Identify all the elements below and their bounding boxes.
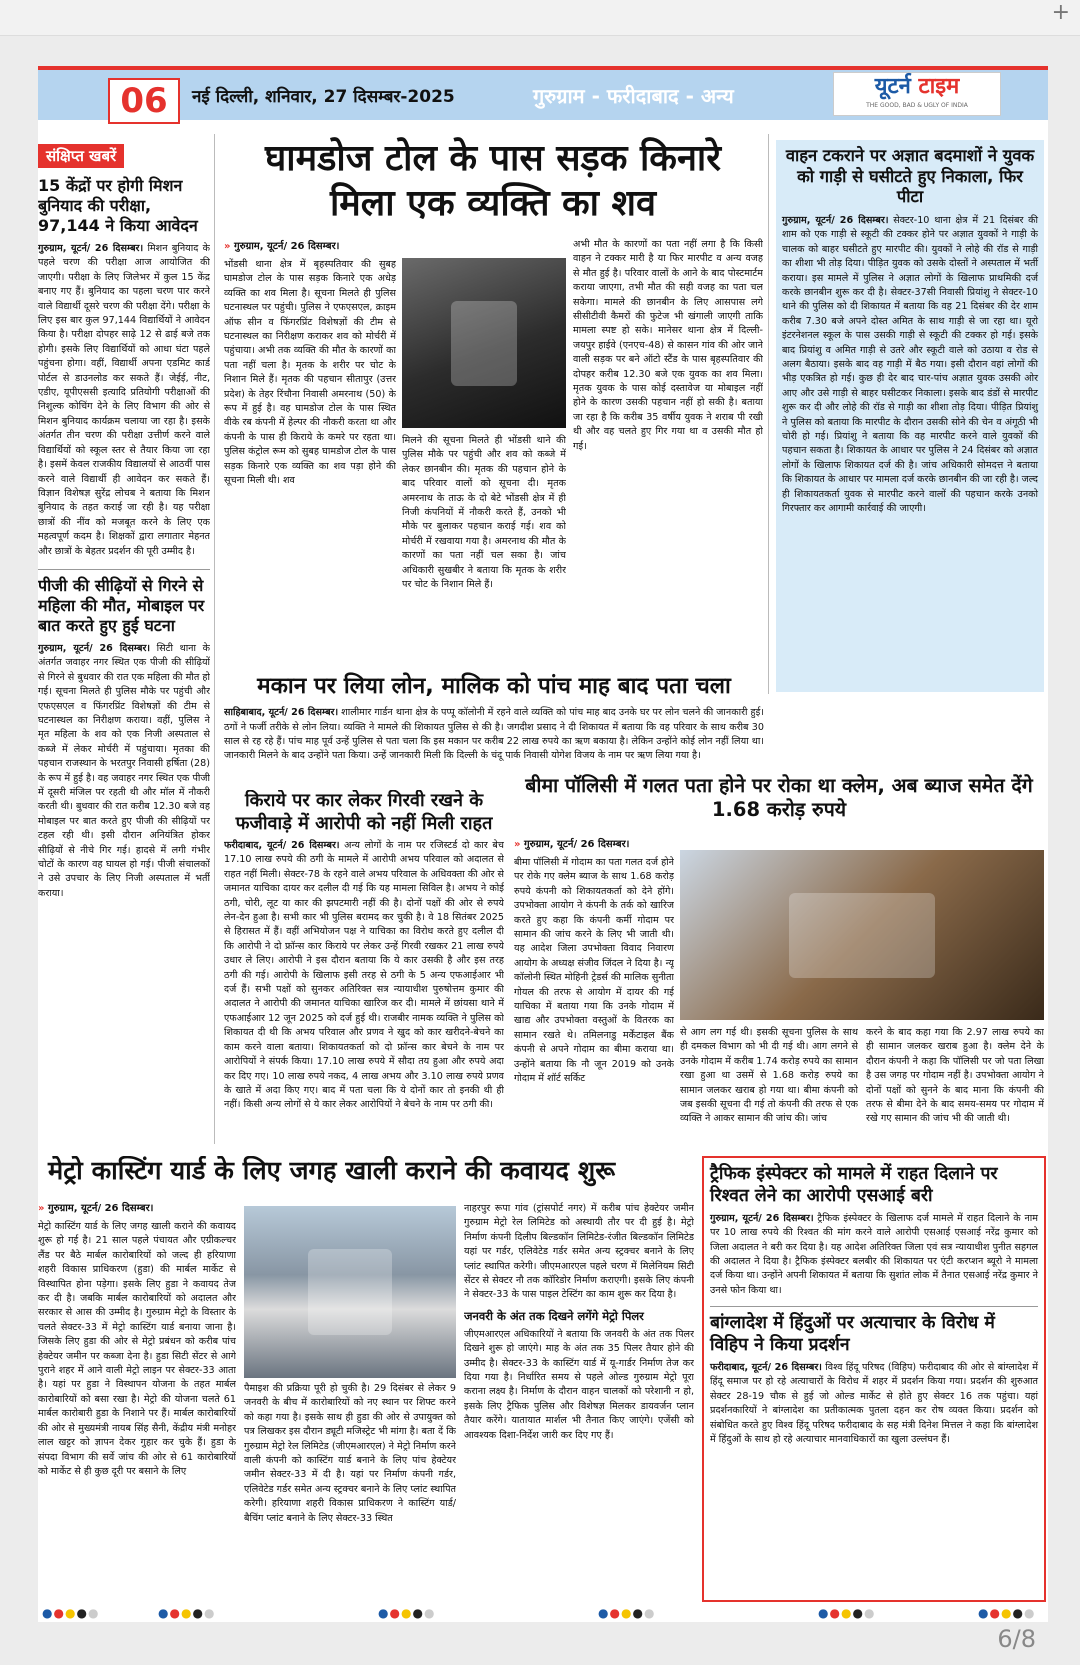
metro-body-2: पैमाइश की प्रक्रिया पूरी हो चुकी है। 29 दिसंबर से लेकर 9 जनवरी के बीच में कारोबारियों को नए स्थान पर शिफ्ट करने को कहा गया है। इसके साथ ही हुडा की ओर से उपायुक्त को पत्र लिखकर इस दौरान ड्यूटी मजिस्ट्रेट भी मांगा है। बता दें कि गुरुग्राम मेट्रो रेल लिमिटेड (जीएमआरएल) ने मेट्रो निर्माण करने वाली कंपनी को कास्टिंग यार्ड बनाने के लिए पांच हेक्टेयर जमीन सेक्टर-33 में दी है। यहां पर निर्माण कंपनी गर्डर, एलिवेटेड गर्डर समेत अन्य स्ट्रक्चर बनाने के लिए प्लांट स्थापित करेगी। हरियाणा शहरी विकास प्राधिकरण ने कास्टिंग यार्ड/ बैचिंग प्लांट बनाने के लिए सेक्टर-33 स्थित (244, 1383, 456, 1524)
main-headline: घामडोज टोल के पास सड़क किनारे मिला एक व्यक्ति का शव (265, 138, 721, 224)
car-dateline: फरीदाबाद, यूटर्न/ 26 दिसम्बर। (224, 840, 340, 851)
insurance-dateline: गुरुग्राम, यूटर्न/ 26 दिसम्बर। (523, 839, 630, 850)
car-story (224, 790, 504, 1150)
loan-text: शालीमार गार्डन थाना क्षेत्र के पप्पू कॉलोनी में रहने वाले व्यक्ति को पांच माह बाद उनके घर पर लोन चलने की जानकारी हुई। ठगों ने फर्जी तरीके से लोन लिया। व्यक्ति ने मामले की शिकायत पुलिस से की है। जगदीश प्रसाद ने दी शिकायत में बताया कि वह परिवार के साथ करीब 30 साल से रह रहे हैं। पांच माह पूर्व उन्हें पुलिस से पता चला कि इस मकान पर करीब 22 लाख रुपये का ऋण बकाया है। लेकिन उन्होंने कोई लोन नहीं लिया था। जानकारी मिलने के बाद उन्होंने पता किया। उन्हें जानकारी मिली कि दिल्ली के चंदू पार्क निवासी योगेश विजय के नाम पर ऋण लिया गया है। (224, 707, 764, 762)
insurance-body-3: करने के बाद कहा गया कि 2.97 लाख रुपये का ही सामान जलकर खराब हुआ है। क्लेम देने के दौरान कंपनी ने कहा कि पॉलिसी पर जो पता लिखा है उस जगह पर गोदाम नहीं है। उपभोक्ता आयोग ने दोनों पक्षों को सुनने के बाद माना कि कंपनी की तरफ से बीमा देने के बाद समय-समय पर गोदाम में रखे गए सामान की जांच भी की जाती थी। (866, 1027, 1044, 1125)
car-body (224, 839, 504, 1113)
metro-body-3: नाहरपुर रूपा गांव (ट्रांसपोर्ट नगर) में करीब पांच हेक्टेयर जमीन गुरुग्राम मेट्रो रेल लिमिटेड को अस्थायी तौर पर दी हुई है। मेट्रो निर्माण कंपनी दिलीप बिल्डकॉन लिमिटेड-रंजीत बिल्डकॉन लिमिटेड यहां पर गर्डर, एलिवेटेड गर्डर समेत अन्य स्ट्रक्चर बनाने के लिए प्लांट स्थापित करेगी। जीएमआरएल पहले चरण में मिलेनियम सिटी सेंटर से सेक्टर नौ तक कॉरिडोर निर्माण कराएगी। इसके लिए कंपनी ने सेक्टर-33 के पास पाइल टेस्टिंग का काम शुरू कर दिया है। (464, 1203, 694, 1301)
court-gavel-photo (680, 850, 1044, 1020)
registration-marks: ●●●●● (978, 1606, 1036, 1620)
metro-body-1: मेट्रो कास्टिंग यार्ड के लिए जगह खाली कराने की कवायद शुरू हो गई है। 21 साल पहले पंचायत और एग्रीकल्चर लैंड पर बैठे मार्बल कारोबारियों को जल्द ही हरियाणा शहरी विकास प्राधिकरण (हुडा) की मार्बल मार्केट से विस्थापित होना पड़ेगा। इसके लिए हुडा ने कवायद तेज कर दी है। जबकि मार्बल कारोबारियों को अदालत और सरकार से आस की उम्मीद है। गुरुग्राम मेट्रो के विस्तार के चलते सेक्टर-33 में मेट्रो कास्टिंग यार्ड बनाया जाना है। जिसके लिए हुडा की ओर से मेट्रो प्रबंधन को करीब पांच हेक्टेयर जमीन पर कब्जा देना है। हुडा सिटी सेंटर से आगे पुराने शहर में आने वाली मेट्रो लाइन पर सेक्टर-33 आता है। यहां पर हुडा ने विस्थापन योजना के तहत मार्बल कारोबारियों को बसा रखा है। मेट्रो की योजना चलते 61 मार्बल कारोबारी हुडा के निशाने पर हैं। मार्बल कारोबारियों की ओर से मुख्यमंत्री नायब सिंह सैनी, केंद्रीय मंत्री मनोहर लाल खट्टर को ज्ञापन देकर गुहार कर चुके हैं। हुडा के संपदा विभाग की सर्वे जांच की ओर से 61 कारोबारियों को मार्केट से ही कुछ दूरी पर बसाने के लिए (38, 1221, 236, 1477)
traffic-text: ट्रैफिक इंस्पेक्टर के खिलाफ दर्ज मामले में राहत दिलाने के नाम पर 10 लाख रुपये की रिश्वत की मांग करने वाले आरोपी एसआई एसआई नरेंद्र कुमार को जिला अदालत ने बरी कर दिया है। यह आदेश अतिरिक्त जिला एवं सत्र न्यायाधीश पुनीत सहगल की अदालत ने दिया है। ट्रैफिक इंस्पेक्टर बलबीर की शिकायत पर एंटी करप्शन ब्यूरो ने मामला दर्ज किया था। उन्होंने अपनी शिकायत में बताया कि सुशांत लोक में तैनात एसआई नरेंद्र कुमार ने उनसे फोन किया था। (710, 1212, 1038, 1296)
bangladesh-text: विश्व हिंदू परिषद (विहिप) फरीदाबाद की ओर से बांग्लादेश में हिंदू समाज पर हो रहे अत्याचारों के विरोध में शहर में प्रदर्शन किया गया। प्रदर्शन की शुरुआत सेक्टर 28-19 चौक से हुई जो ओल्ड मार्केट से होते हुए सेक्टर 16 तक पहुंचा। यहां प्रदर्शनकारियों ने बांग्लादेश का प्रतीकात्मक पुतला दहन कर रोष व्यक्त किया। प्रदर्शन को संबोधित करते हुए विश्व हिंदू परिषद फरीदाबाद के सह मंत्री दिनेश मित्तल ने कहा कि बांग्लादेश में हिंदुओं के साथ हो रहे अत्याचार मानवाधिकारों का खुला उल्लंघन हैं। (710, 1361, 1038, 1445)
assault-dateline: गुरुग्राम, यूटर्न/ 26 दिसम्बर। (782, 214, 889, 226)
brief-1-body (38, 242, 210, 559)
logo-part-b: टाइम (918, 74, 960, 99)
loan-story (224, 672, 764, 782)
insurance-body-1: बीमा पॉलिसी में गोदाम का पता गलत दर्ज होने पर रोके गए क्लेम ब्याज के साथ 1.68 करोड़ रुपये कंपनी को शिकायतकर्ता को देने होंगे। उपभोक्ता आयोग ने कंपनी के तर्क को खारिज करते हुए कहा कि कंपनी कर्मी गोदाम पर सामान की जांच करने के लिए भी जाती थी। यह आदेश जिला उपभोक्ता विवाद निवारण आयोग के अध्यक्ष संजीव जिंदल ने दिया है। न्यू कॉलोनी स्थित मोहिनी ट्रेडर्स की मालिक सुनीता गोयल की तरफ से आयोग में दायर की गई याचिका में बताया गया कि उनके गोदाम में खाद्य और उपभोक्ता वस्तुओं के वितरक का सामान रखते थे। तमिलनाडु मर्केंटाइल बैंक कंपनी से अपने गोदाम का बीमा कराया था। उन्होंने बताया कि नौ जून 2019 को उनके गोदाम में शॉर्ट सर्किट (514, 857, 674, 1085)
brief-1-headline: 15 केंद्रों पर होगी मिशन बुनियाद की परीक्षा, 97,144 ने किया आवेदन (38, 176, 198, 235)
page-number: 06 (108, 78, 180, 124)
bangladesh-dateline: फरीदाबाद, यूटर्न/ 26 दिसम्बर। (710, 1361, 822, 1373)
insurance-headline: बीमा पॉलिसी में गलत पता होने पर रोका था क्लेम, अब ब्याज समेत देंगे 1.68 करोड़ रुपये (525, 774, 1033, 822)
brief-2-text: सिटी थाना के अंतर्गत जवाहर नगर स्थित एक पीजी की सीढ़ियों से गिरने से बुधवार की रात एक महिला की मौत हो गई। सूचना मिलते ही पुलिस मौके पर पहुंची और एफएसएल व फिंगरप्रिंट विशेषज्ञों की टीम से घटनास्थल का निरीक्षण कराया। वहीं, पुलिस ने मृत महिला के शव को एक निजी अस्पताल से कब्जे में लेकर मोर्चरी में पहुंचाया। मृतका की पहचान राजस्थान के भरतपुर निवासी हर्षिता (28) के रूप में हुई है। वह जवाहर नगर स्थित एक पीजी में दूसरी मंजिल पर रहती थी और मॉल में नौकरी करती थी। बुधवार की रात करीब 12.30 बजे वह मोबाइल पर बात करते हुए पीजी की सीढ़ियों पर टहल रही थी। इसी दौरान अनियंत्रित होकर सीढ़ियों से नीचे गिर गई। हादसे में लगी गंभीर चोटों के कारण वह घायल हो गई। पीजी संचालकों ने उसे उपचार के लिए निजी अस्पताल में भर्ती कराया। (38, 642, 210, 899)
browser-top-bar (0, 0, 1080, 36)
metro-col-2 (244, 1382, 456, 1606)
assault-story-box (776, 140, 1044, 692)
date-line: नई दिल्ली, शनिवार, 27 दिसम्बर-2025 (192, 87, 455, 107)
loan-headline: मकान पर लिया लोन, मालिक को पांच माह बाद पता चला (257, 673, 731, 699)
column-rule (768, 134, 769, 694)
newspaper-page (38, 66, 1048, 1622)
metro-dateline: गुरुग्राम, यूटर्न/ 26 दिसम्बर। (47, 1203, 154, 1214)
brief-news-column (38, 144, 210, 1144)
metro-byline: » गुरुग्राम, यूटर्न/ 26 दिसम्बर। (38, 1203, 154, 1214)
car-headline: किराये पर कार लेकर गिरवी रखने के फजीवाड़े में आरोपी को नहीं मिली राहत (235, 790, 493, 834)
loan-dateline: साहिबाबाद, यूटर्न/ 26 दिसम्बर। (224, 707, 339, 719)
metro-subheading: जनवरी के अंत तक दिखने लगेंगे मेट्रो पिलर (464, 1308, 644, 1323)
car-text: अन्य लोगों के नाम पर रजिस्टर्ड दो कार बेच 17.10 लाख रुपये की ठगी के मामले में आरोपी अभय परिवाल को अदालत से राहत नहीं मिली। सेक्टर-78 के रहने वाले अभय परिवाल के अधिवक्ता की ओर से जमानत याचिका दायर कर दलील दी गई कि यह मामला सिविल है। अभय ने कोई ठगी, चोरी, लूट या कार की झपटमारी नहीं की है। दोनों पक्षों की ओर से रुपये लेन-देन हुआ है। सभी कार भी पुलिस बरामद कर चुकी है। वे 18 सितंबर 2025 से हिरासत में हैं। वहीं अभियोजन पक्ष ने याचिका का विरोध करते हुए दलील दी कि आरोपी ने दो फ्रॉन्स कार किराये पर लेकर उन्हें गिरवी रखकर 21 लाख रुपये उधार ले लिए। आरोपी ने इस दौरान बताया कि ये कार उसकी है और इस तरह ठगी की गई। आरोपी के खिलाफ इसी तरह से ठगी के 5 अन्य एफआईआर भी दर्ज हैं। सभी पक्षों को सुनकर अतिरिक्त सत्र न्यायाधीश पुरुषोत्तम कुमार की अदालत ने आरोपी की जमानत याचिका खारिज कर दी। मामले में छांयसा थाने में एफआईआर 12 जून 2025 को दर्ज हुई थी। राजबीर नामक व्यक्ति ने पुलिस को शिकायत दी थी कि अभय परिवाल और प्रणव ने खुद को कार खरीदने-बेचने का काम करने वाला बताया। शिकायतकर्ता को दो फ्रॉन्स कार बेचने के नाम पर आरोपियों ने संपर्क किया। 17.10 लाख रुपये में सौदा तय हुआ और रुपये अदा कर दिए गए। 10 लाख रुपये नकद, 4 लाख अभय और 3.10 लाख रुपये प्रणव के खाते में अदा किए गए। बाद में पता चला कि ये दोनों कार तो इनकी थी ही नहीं। किसी अन्य लोगों से ये कार लेकर आरोपियों ने बेचने के नाम पर ठगी की। (224, 840, 504, 1111)
hand-photo (402, 258, 566, 428)
main-byline: » गुरुग्राम, यूटर्न/ 26 दिसम्बर। (224, 241, 340, 252)
brief-1-text: मिशन बुनियाद के पहले चरण की परीक्षा आज आयोजित की जाएगी। परीक्षा के लिए जिलेभर में कुल 15 केंद्र बनाए गए हैं। बुनियाद का पहला चरण पार करने वाले विद्यार्थी दूसरे चरण की परीक्षा देंगे। परीक्षा के लिए इस बार कुल 97,144 विद्यार्थियों ने आवेदन किया है। परीक्षा दोपहर साढ़े 12 से ढाई बजे तक होगी। इसके लिए विद्यार्थियों को आधा घंटा पहले पहुंचना होगा। वहीं, विद्यार्थी अपना एडमिट कार्ड पोर्टल से डाउनलोड कर सकते हैं। जेईई, नीट, एडीए, यूपीएससी इत्यादि प्रतियोगी परीक्षाओं की निशुल्क कोचिंग देने के लिए विभाग की ओर से मिशन बुनियाद कार्यक्रम चलाया जा रहा है। इसके अंतर्गत तीन चरण की परीक्षा उत्तीर्ण करने वाले विद्यार्थियों को स्कूल स्तर से तैयार किया जा रहा है। इसमें केवल राजकीय विद्यालयों से आठवीं पास करने वाले विद्यार्थी ही आवेदन कर सकते हैं। विज्ञान विशेषज्ञ सुरेंद्र लोचब ने बताया कि मिशन बुनियाद के तहत कराई जा रही है। यह परीक्षा छात्रों की नींव को मजबूत करने के लिए एक महत्वपूर्ण कदम है। शिक्षकों द्वारा लगातार मेहनत और छात्रों के बेहतर प्रदर्शन की पूरी उम्मीद है। (38, 243, 210, 557)
insurance-body-2: से आग लग गई थी। इसकी सूचना पुलिस के साथ ही दमकल विभाग को भी दी गई थी। आग लगने से उनके गोदाम में करीब 1.74 करोड़ रुपये का सामान रखा हुआ था उसमें से 1.68 करोड़ रुपये का सामान जलकर खराब हो गया था। बीमा कंपनी को जब इसकी सूचना दी गई तो कंपनी की तरफ से एक व्यक्ति ने आकर सामान की जांच की। जांच (680, 1027, 858, 1125)
metro-headline: मेट्रो कास्टिंग यार्ड के लिए जगह खाली कराने की कवायद शुरू (48, 1156, 616, 1186)
registration-marks: ●●●●● (158, 1606, 216, 1620)
brief-2-body (38, 642, 210, 901)
assault-text: सेक्टर-10 थाना क्षेत्र में 21 दिसंबर की शाम को एक गाड़ी से स्कूटी की टक्कर होने पर अज्ञात युवकों ने गाड़ी के चालक को बाहर घसीटते हुए मारपीट की। युवकों ने लोहे की रॉड से गाड़ी का शीशा भी तोड़ दिया। पीड़ित युवक को उसके दोस्तों ने अस्पताल में भर्ती कराया। इस मामले में पुलिस ने अज्ञात लोगों के खिलाफ प्राथमिकी दर्ज करके छानबीन शुरू कर दी है। सेक्टर-37सी निवासी प्रियांशु ने सेक्टर-10 थाने की पुलिस को दी शिकायत में बताया कि वह 21 दिसंबर की देर शाम करीब 7.30 बजे अपने दोस्त अमित के साथ गाड़ी से जा रहा था। यूरो इंटरनेशनल स्कूल के पास उसकी गाड़ी से स्कूटी की टक्कर हो गई। इसके बाद प्रियांशु व अमित गाड़ी से उतरे और स्कूटी वाले को उठाया व रोड से अलग बैठाया। इसके बाद वह गाड़ी में बैठ गया। इसी दौरान वहां लोगों की भीड़ एकत्रित हो गई। कुछ ही देर बाद चार-पांच अज्ञात युवक उसकी ओर आए और उसे गाड़ी से बाहर घसीटकर निकाला। इसके बाद डंडों से मारपीट शुरू कर दी और लोहे की रॉड से गाड़ी का शीशा तोड़ दिया। पीड़ित प्रियांशु ने पुलिस को बताया कि मारपीट के दौरान उसकी सोने की चेन व अंगूठी भी चोरी हो गई। प्रियांशु ने बताया कि वह मारपीट करने वाले युवकों की पहचान सकता है। शिकायत के आधार पर पुलिस ने 24 दिसंबर को अज्ञात लोगों के खिलाफ शिकायत दर्ज की है। जांच अधिकारी सोमदत्त ने बताया कि शिकायत के आधार पर मामला दर्ज करके छानबीन की जा रही है। जल्द ही शिकायतकर्ता युवक से मारपीट करने वालों की पहचान करके उनको गिरफ्तार कर आगामी कार्रवाई की जाएगी। (782, 214, 1039, 514)
registration-marks: ●●●●● (378, 1606, 436, 1620)
registration-marks: ●●●●● (42, 1606, 100, 1620)
traffic-headline: ट्रैफिक इंस्पेक्टर को मामले में राहत दिलाने पर रिश्वत लेने का आरोपी एसआई बरी (710, 1164, 998, 1206)
main-body-2: मिलने की सूचना मिलते ही भोंडसी थाने की पुलिस मौके पर पहुंची और शव को कब्जे में लेकर छानबीन की। मृतक की पहचान होने के बाद परिवार वालों को सूचना दी। मृतक अमरनाथ के ताऊ के दो बेटे भोंडसी क्षेत्र में ही निजी कंपनियों में नौकरी करते हैं, उनको भी मौके पर बुलाकर पहचान कराई गई। शव को मोर्चरी में रखवाया गया है। अमरनाथ की मौत के कारणों का पता नहीं चल सका है। जांच अधिकारी सुखबीर ने बताया कि मृतक के शरीर पर चोट के निशान मिले हैं। (402, 435, 566, 591)
divider (38, 569, 210, 570)
column-rule (214, 134, 215, 1144)
traffic-dateline: गुरुग्राम, यूटर्न/ 26 दिसम्बर। (710, 1212, 814, 1224)
metro-body-4: जीएमआरएल अधिकारियों ने बताया कि जनवरी के अंत तक पिलर दिखने शुरू हो जाएंगे। माह के अंत तक 35 पिलर तैयार होने की उम्मीद है। सेक्टर-33 के कास्टिंग यार्ड में यू-गार्डर निर्माण तेज कर दिया गया है। निर्धारित समय से पहले ओल्ड गुरुग्राम मेट्रो पूरा कराना लक्ष्य है। निर्माण के दौरान वाहन चालकों को परेशानी न हो, इसके लिए ट्रैफिक पुलिस और विशेषज्ञ मिलकर डायवर्जन प्लान तैयार करेंगे। यातायात मार्शल भी तैनात किए जाएंगे। एजेंसी को आवश्यक दिशा-निर्देश जारी कर दिए गए हैं। (464, 1328, 694, 1441)
section-title: गुरुग्राम - फरीदाबाद - अन्य (533, 84, 734, 108)
insurance-col-2 (680, 1026, 858, 1150)
brief-1-dateline: गुरुग्राम, यूटर्न/ 26 दिसम्बर। (38, 243, 144, 254)
main-col-3 (573, 238, 763, 668)
brief-2-headline: पीजी की सीढ़ियों से गिरने से महिला की मौत, मोबाइल पर बात करते हुए हुई घटना (38, 575, 205, 635)
registration-marks: ●●●●● (818, 1606, 876, 1620)
divider (710, 1306, 1038, 1307)
assault-body (782, 214, 1038, 517)
traffic-body (710, 1212, 1038, 1298)
metro-col-1 (38, 1220, 236, 1606)
insurance-col-3 (866, 1026, 1044, 1150)
assault-headline: वाहन टकराने पर अज्ञात बदमाशों ने युवक को गाड़ी से घसीटते हुए निकाला, फिर पीटा (785, 146, 1035, 207)
logo-tagline: THE GOOD, BAD & UGLY OF INDIA (866, 102, 968, 109)
masthead-logo (833, 72, 1001, 116)
registration-marks: ●●●●● (598, 1606, 656, 1620)
loan-body (224, 706, 764, 764)
plus-icon[interactable]: + (1051, 0, 1070, 25)
main-body-3: अभी मौत के कारणों का पता नहीं लगा है कि किसी वाहन ने टक्कर मारी है या फिर मारपीट व अन्य वजह से मौत हुई है। परिवार वालों के आने के बाद पोस्टमार्टम कराया जाएगा, तभी मौत की सही वजह का पता चल सकेगा। मामले की छानबीन के लिए आसपास लगे सीसीटीवी कैमरों की फुटेज भी खंगाली जाएगी ताकि मामला स्पष्ट हो सके। मानेसर थाना क्षेत्र में दिल्ली-जयपुर हाईवे (एनएच-48) से कासन गांव की ओर जाने वाली सड़क पर बने ऑटो स्टैंड के पास बृहस्पतिवार की दोपहर करीब 12.30 बजे एक युवक का शव मिला। मृतक युवक के पास कोई दस्तावेज या मोबाइल नहीं होने के कारण उसकी पहचान नहीं हो सकी है। बताया जा रहा है कि करीब 35 वर्षीय युवक ने शराब पी रखी थी और वह चलते हुए गिर गया था व उसकी मौत हो गई। (573, 239, 763, 452)
main-col-1 (224, 258, 396, 668)
bangladesh-body (710, 1361, 1038, 1447)
bangladesh-headline: बांग्लादेश में हिंदुओं पर अत्याचार के विरोध में विहिप ने किया प्रदर्शन (710, 1313, 995, 1356)
main-dateline: गुरुग्राम, यूटर्न/ 26 दिसम्बर। (233, 241, 340, 252)
insurance-col-1 (514, 856, 674, 1150)
page-indicator: 6/8 (997, 1625, 1036, 1653)
right-bottom-box (702, 1156, 1046, 1602)
main-col-2 (402, 434, 566, 668)
metro-col-3 (464, 1202, 694, 1606)
brief-2-dateline: गुरुग्राम, यूटर्न/ 26 दिसम्बर। (38, 642, 150, 654)
metro-train-photo (244, 1206, 456, 1378)
logo-part-a: यूटर्न (874, 74, 911, 99)
brief-news-label: संक्षिप्त खबरें (38, 144, 124, 168)
insurance-byline: » गुरुग्राम, यूटर्न/ 26 दिसम्बर। (514, 839, 630, 850)
main-body-1: भोंडसी थाना क्षेत्र में बृहस्पतिवार की सुबह घामडोज टोल के पास सड़क किनारे एक अधेड़ व्यक्ति का शव मिला है। सूचना मिलते ही पुलिस घटनास्थल पर पहुंची। पुलिस ने एफएसएल, क्राइम ऑफ सीन व फिंगरप्रिंट विशेषज्ञों की टीम से घटनास्थल का निरीक्षण कराकर शव को मोर्चरी में पहुंचाया। अभी तक व्यक्ति की मौत के कारणों का पता नहीं चला है। मृतक के शरीर पर चोट के निशान मिले हैं। मृतक की पहचान सीतापुर (उत्तर प्रदेश) के तेहर रिंचौना निवासी अमरनाथ (50) के रूप में हुई है। वह घामडोज टोल के पास स्थित वीके रब कंपनी में हेल्पर की नौकरी करता था और कंपनी के पास ही किराये के कमरे पर रहता था। पुलिस कंट्रोल रूम को सुबह घामडोज टोल के पास सड़क किनारे एक व्यक्ति का शव पड़ा होने की सूचना मिली थी। शव (224, 259, 396, 487)
